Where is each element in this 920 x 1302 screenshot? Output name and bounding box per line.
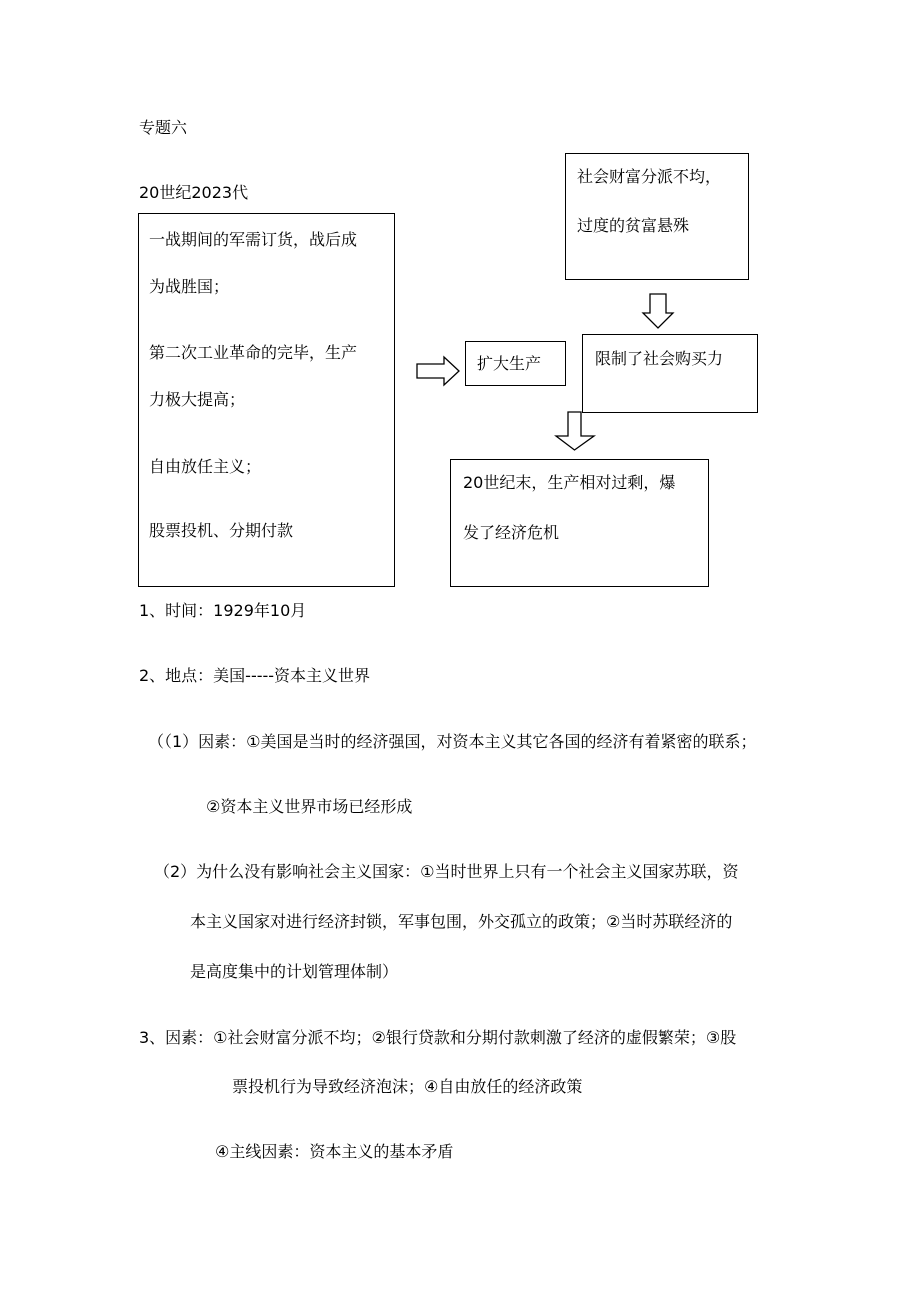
economic-crisis-box xyxy=(450,459,709,587)
period-label: 20世纪2023代 xyxy=(139,183,249,202)
causes-line: 力极大提高； xyxy=(149,390,246,409)
causes-line: 自由放任主义； xyxy=(149,457,262,476)
causes-text-line: 3、因素：①社会财富分派不均；②银行贷款和分期付款刺激了经济的虚假繁荣；③股 xyxy=(139,1028,737,1047)
place-line: 2、地点：美国-----资本主义世界 xyxy=(139,666,371,685)
causes-line: 第二次工业革命的完毕，生产 xyxy=(149,343,358,362)
time-line: 1、时间：1929年10月 xyxy=(139,601,307,620)
causes-line: 股票投机、分期付款 xyxy=(149,521,294,540)
wealth-box xyxy=(565,153,749,280)
down-arrow-icon xyxy=(642,293,674,329)
causes-box xyxy=(138,213,395,587)
wealth-line: 过度的贫富悬殊 xyxy=(577,216,690,235)
purchasing-power-label: 限制了社会购买力 xyxy=(595,349,724,368)
wealth-line: 社会财富分派不均， xyxy=(577,167,722,186)
causes-line: 为战胜国； xyxy=(149,277,230,296)
right-arrow-icon xyxy=(416,356,460,386)
why-line: 本主义国家对进行经济封锁，军事包围，外交孤立的政策；②当时苏联经济的 xyxy=(190,912,733,931)
main-cause-line: ④主线因素：资本主义的基本矛盾 xyxy=(215,1142,454,1161)
crisis-line: 20世纪末，生产相对过剩，爆 xyxy=(463,473,676,492)
why-line: （2）为什么没有影响社会主义国家：①当时世界上只有一个社会主义国家苏联，资 xyxy=(154,862,739,881)
expand-production-box xyxy=(465,341,566,386)
factor1-line: ②资本主义世界市场已经形成 xyxy=(206,797,413,816)
factor1-line: （（1）因素：①美国是当时的经济强国，对资本主义其它各国的经济有着紧密的联系； xyxy=(148,732,757,751)
causes-text-line: 票投机行为导致经济泡沫；④自由放任的经济政策 xyxy=(232,1077,583,1096)
why-line: 是高度集中的计划管理体制） xyxy=(190,962,399,981)
down-arrow-icon xyxy=(555,411,595,451)
causes-line: 一战期间的军需订货，战后成 xyxy=(149,230,358,249)
doc-title: 专题六 xyxy=(139,118,188,137)
crisis-line: 发了经济危机 xyxy=(463,523,560,542)
expand-production-label: 扩大生产 xyxy=(477,354,542,373)
purchasing-power-box xyxy=(582,334,758,413)
